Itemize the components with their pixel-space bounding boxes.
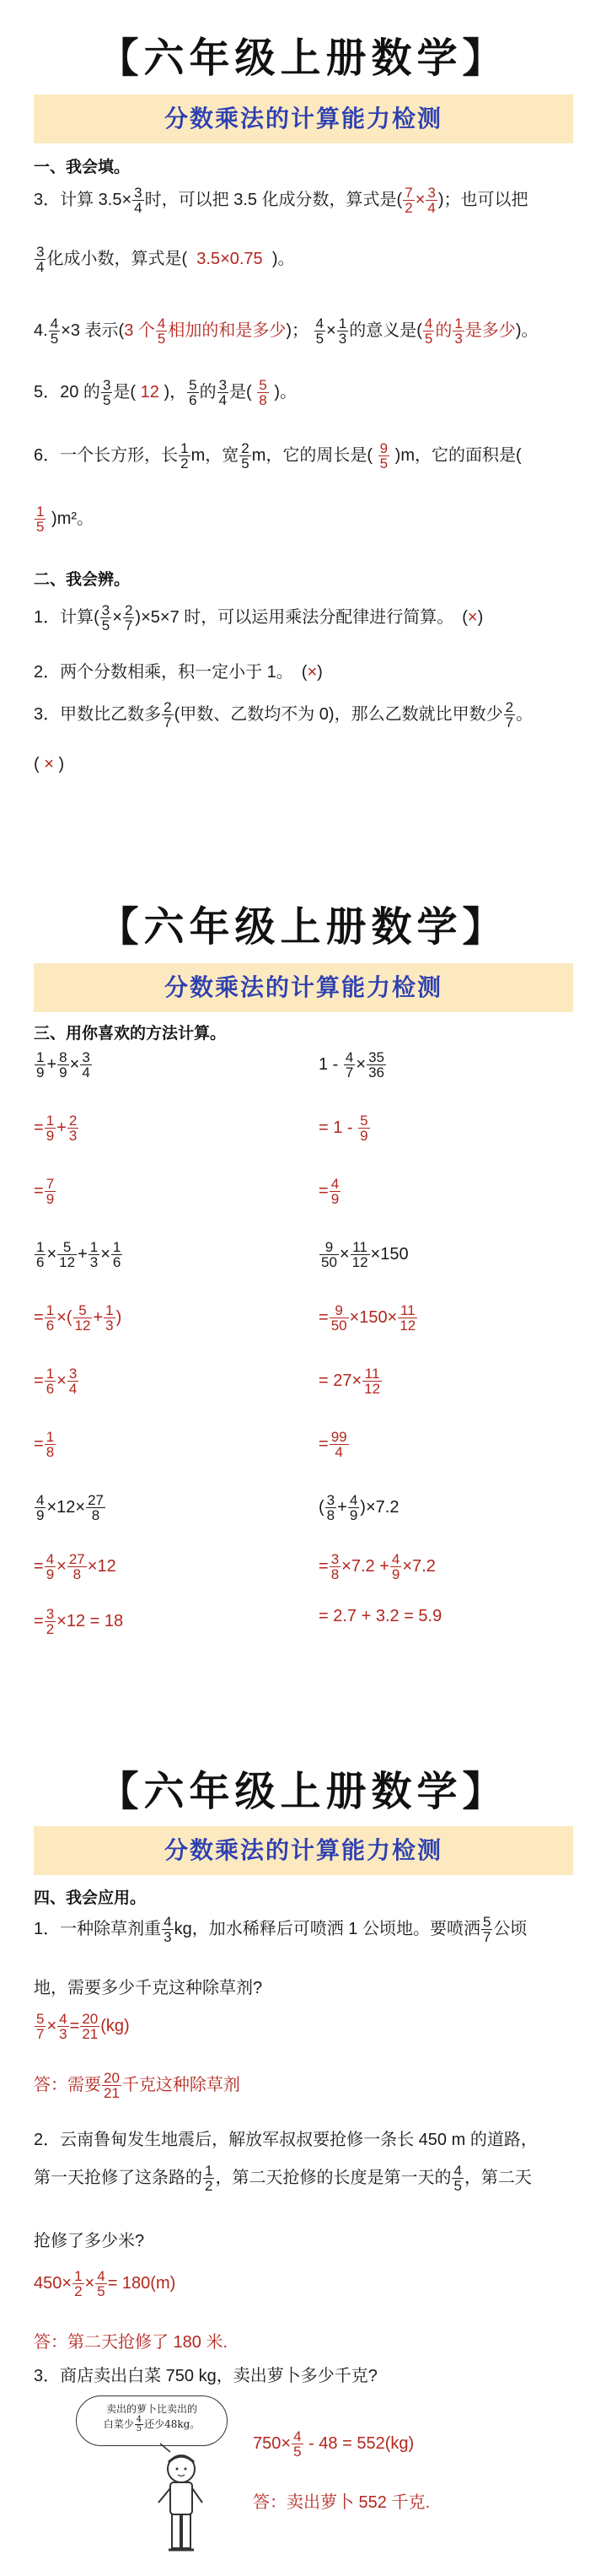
section-heading-3: 三、用你喜欢的方法计算。 [34, 1025, 227, 1043]
page-subtitle-2: 分数乘法的计算能力检测 [34, 963, 573, 1012]
page-subtitle-3: 分数乘法的计算能力检测 [34, 1826, 573, 1875]
calc-6-problem: ( $\frac{3}{8}$ + $\frac{4}{9}$ )×7.2 [319, 1492, 400, 1523]
calc-2-step-2: = $\frac{4}{9}$ [319, 1176, 340, 1207]
question-4-3: 3．商店卖出白菜 750 kg，卖出萝卜多少千克? [34, 2367, 378, 2385]
question-2-1: 1．计算( $\frac{3}{5}$ × $\frac{2}{7}$ )×5×7 时，可以运用乘法分配律进行简算。 (×) [34, 602, 484, 634]
question-4-1-answer: 答：需要 $\frac{20}{21}$ 千克这种除草剂 [34, 2070, 240, 2102]
question-4-2c: 抢修了多少米? [34, 2232, 145, 2250]
question-4-3-answer: 答：卖出萝卜 552 千克. [253, 2493, 431, 2512]
calc-6-step-2: = 2.7 + 3.2 = 5.9 [319, 1607, 442, 1625]
question-4-1b: 地，需要多少千克这种除草剂? [34, 1979, 263, 1997]
page-title-1: 【六年级上册数学】 [98, 35, 508, 82]
calc-3-problem: $\frac{1}{6}$ × $\frac{5}{12}$ + $\frac{1}{3}$ × $\frac{1}{6}$ [36, 1239, 121, 1270]
question-2-3: 3．甲数比乙数多 $\frac{2}{7}$ (甲数、乙数均不为 0)，那么乙数就比甲数少 $\frac{2}{7}$ 。 [34, 699, 534, 731]
question-1-3b: $\frac{3}{4}$ 化成小数，算式是( 3.5×0.75 )。 [36, 244, 295, 276]
calc-3-step-3: = $\frac{1}{8}$ [34, 1429, 55, 1460]
calc-5-step-2: = $\frac{3}{2}$ ×12 = 18 [34, 1606, 124, 1637]
calc-6-step-1: = $\frac{3}{8}$ ×7.2 + $\frac{4}{9}$ ×7.2 [319, 1551, 436, 1582]
question-4-2b: 第一天抢修了这条路的 $\frac{1}{2}$ ，第二天抢修的长度是第一天的 $\frac{4}{5}$ ，第二天 [34, 2163, 532, 2195]
question-4-2-answer: 答：第二天抢修了 180 米. [34, 2333, 228, 2352]
calc-1-step-1: = $\frac{1}{9}$ + $\frac{2}{3}$ [34, 1113, 78, 1144]
calc-1-step-2: = $\frac{7}{9}$ [34, 1176, 55, 1207]
question-4-1-work: $\frac{5}{7}$ × $\frac{4}{3}$ = $\frac{20}{21}$ (kg) [36, 2011, 130, 2042]
question-2-2: 2．两个分数相乘，积一定小于 1。 (×) [34, 663, 323, 682]
calc-3-step-2: = $\frac{1}{6}$ × $\frac{3}{4}$ [34, 1366, 78, 1397]
page-title-2: 【六年级上册数学】 [98, 903, 508, 951]
calc-4-step-1: = $\frac{9}{50}$ ×150× $\frac{11}{12}$ [319, 1302, 416, 1334]
question-4-2: 2．云南鲁甸发生地震后，解放军叔叔要抢修一条长 450 m 的道路， [34, 2131, 538, 2149]
question-1-5: 5．20 的 $\frac{3}{5}$ 是( 12 )， $\frac{5}{6}$ 的 $\frac{3}{4}$ 是( $\frac{5}{8}$ )。 [34, 377, 297, 409]
calc-4-step-3: = $\frac{99}{4}$ [319, 1429, 347, 1460]
question-4-3-work: 750× $\frac{4}{5}$ - 48 = 552(kg) [253, 2428, 415, 2460]
question-2-3b: ( × ) [34, 755, 65, 773]
speech-bubble: 卖出的萝卜比卖出的 白菜少 $\frac{4}{5}$ 还少48kg。 [76, 2395, 228, 2446]
section-heading-2: 二、我会辨。 [34, 571, 131, 589]
question-1-4: 4. $\frac{4}{5}$ ×3 表示(3 个 $\frac{4}{5}$ 相加的和是多少)； $\frac{4}{5}$ × $\frac{1}{3}$ 的意义是( $\frac{4}{5}$ 的 $\frac{1}{3}$ 是多少)。 [34, 315, 539, 348]
calc-2-problem: 1 - $\frac{4}{7}$ × $\frac{35}{36}$ [319, 1049, 384, 1081]
question-4-2-work: 450× $\frac{1}{2}$ × $\frac{4}{5}$ = 180(m) [34, 2268, 176, 2299]
calc-5-step-1: = $\frac{4}{9}$ × $\frac{27}{8}$ ×12 [34, 1551, 116, 1582]
calc-5-problem: $\frac{4}{9}$ ×12× $\frac{27}{8}$ [36, 1492, 104, 1523]
page-title-3: 【六年级上册数学】 [98, 1768, 508, 1815]
page-subtitle-1: 分数乘法的计算能力检测 [34, 94, 573, 143]
calc-1-problem: $\frac{1}{9}$ + $\frac{8}{9}$ × $\frac{3}{4}$ [36, 1049, 90, 1081]
question-1-3: 3．计算 3.5× $\frac{3}{4}$ 时，可以把 3.5 化成分数，算式是( $\frac{7}{2}$ × $\frac{3}{4}$ )；也可以把 [34, 185, 528, 217]
section-heading-1: 一、我会填。 [34, 159, 131, 176]
calc-2-step-1: = 1 - $\frac{5}{9}$ [319, 1113, 368, 1144]
question-1-6b: $\frac{1}{5}$ )m²。 [36, 504, 94, 536]
calc-4-step-2: = 27× $\frac{11}{12}$ [319, 1366, 381, 1397]
calc-4-problem: $\frac{9}{50}$ × $\frac{11}{12}$ ×150 [321, 1239, 409, 1270]
question-1-6: 6．一个长方形，长 $\frac{1}{2}$ m，宽 $\frac{2}{5}$ m，它的周长是( $\frac{9}{5}$ )m，它的面积是( [34, 440, 522, 472]
child-illustration [143, 2442, 219, 2560]
calc-3-step-1: = $\frac{1}{6}$ ×( $\frac{5}{12}$ + $\frac{1}{3}$ ) [34, 1302, 122, 1334]
question-4-1: 1．一种除草剂重 $\frac{4}{3}$ kg，加水稀释后可喷洒 1 公顷地。要喷洒 $\frac{5}{7}$ 公顷 [34, 1914, 528, 1946]
section-heading-4: 四、我会应用。 [34, 1889, 147, 1907]
